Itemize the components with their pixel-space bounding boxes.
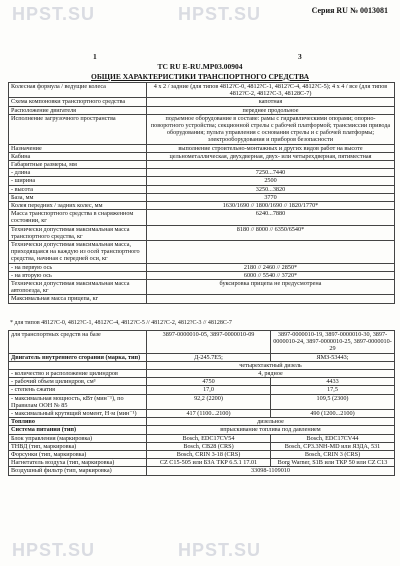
page-title: ОБЩИЕ ХАРАКТЕРИСТИКИ ТРАНСПОРТНОГО СРЕДСТВА — [91, 72, 309, 81]
table-cell-value: 2500 — [147, 177, 395, 185]
watermark: HPST.SU — [178, 540, 262, 560]
table-row — [9, 169, 395, 177]
table-row — [9, 202, 395, 210]
table-row — [9, 152, 395, 160]
table-cell-value: 7250...7440 — [147, 169, 395, 177]
table-row — [9, 177, 395, 185]
table-cell-value: 92,2 (2200) — [147, 394, 271, 409]
table-cell-value: 3897-0000010-19, 3897-0000010-30, 3897-0000010-24, 3897-0000010-25, 3897-0000010-29 — [271, 331, 395, 354]
table-row — [9, 467, 395, 475]
table-row — [9, 185, 395, 193]
table-row — [9, 361, 395, 369]
table-cell-label: - высота — [9, 185, 147, 193]
table-row — [9, 331, 395, 354]
table-cell-value: 3770 — [147, 193, 395, 201]
table-cell-value: 4750 — [147, 378, 271, 386]
table-cell-label: - максимальная мощность, кВт (мин⁻¹), по Правилам ООН № 85 — [9, 394, 147, 409]
table-cell-label: Блок управления (маркировка) — [9, 434, 147, 442]
table-cell-label: - максимальный крутящий момент, Н·м (мин⁻¹) — [9, 410, 147, 418]
table-cell-label: Технически допустимая максимальная масса транспортного средства, кг — [9, 225, 147, 240]
table-cell-value: 490 (1200...2100) — [271, 410, 395, 418]
table-cell-label: Кабина — [9, 152, 147, 160]
table-row — [9, 410, 395, 418]
table-cell-value — [147, 161, 395, 169]
table-cell-label — [9, 361, 147, 369]
table-cell-value: 3897-0000010-05, 3897-0000010-09 — [147, 331, 271, 354]
page-number-left: 1 — [93, 52, 97, 61]
table-row — [9, 106, 395, 114]
table-cell-label: Габаритные размеры, мм — [9, 161, 147, 169]
table-row — [9, 426, 395, 434]
engine-table — [8, 330, 395, 476]
table-cell-label: Двигатель внутреннего сгорания (марка, тип) — [9, 353, 147, 361]
table-cell-value: впрыскивание топлива под давлением — [147, 426, 395, 434]
table-cell-label: Колесная формула / ведущие колеса — [9, 83, 147, 98]
page-number-right: 3 — [298, 52, 302, 61]
table-row — [9, 442, 395, 450]
table-cell-label: Нагнетатель воздуха (тип, маркировка) — [9, 459, 147, 467]
table-cell-label: Форсунки (тип, маркировка) — [9, 451, 147, 459]
table-cell-label: База, мм — [9, 193, 147, 201]
table-cell-value: цельнометаллическая, двухдверная, двух- или четырехдверная, пятиместная — [147, 152, 395, 160]
table-cell-value: 6240...7880 — [147, 210, 395, 225]
table-cell-label: - на вторую ось — [9, 271, 147, 279]
table-cell-value: капотная — [147, 98, 395, 106]
table-row — [9, 295, 395, 303]
certificate-serial: Серия RU № 0013081 — [311, 6, 388, 15]
table-cell-value: 6000 // 5540 // 3720* — [147, 271, 395, 279]
table-cell-label: Масса транспортного средства в снаряженном состоянии, кг — [9, 210, 147, 225]
table-cell-value: 4, рядное — [147, 370, 395, 378]
table-row — [9, 418, 395, 426]
table-row — [9, 353, 395, 361]
table-cell-value: четырехтактный дизель — [147, 361, 395, 369]
table-row — [9, 83, 395, 98]
table-cell-value: 8180 // 8000 // 6350/6540* — [147, 225, 395, 240]
table-cell-value: Bosch, CB28 (CRS) — [147, 442, 271, 450]
table-cell-value: Borg Warner, S1B или ТКР 50 или CZ C13 — [271, 459, 395, 467]
table-row — [9, 370, 395, 378]
table-cell-value: подъемное оборудование в составе: рамы с гидравлическими опорами; опорно-поворотного устройства; секционной стрелы с рабочей платформой; трансмиссии привода оборудования; пульта управления с основания стрелы и с рабочей платформы; электрооборудования и приборов безопасности — [147, 114, 395, 144]
table-cell-value: 109,5 (2300) — [271, 394, 395, 409]
table-cell-value: 4433 — [271, 378, 395, 386]
table-cell-label: - длина — [9, 169, 147, 177]
table-cell-value: 1630/1690 // 1800/1690 // 1820/1770* — [147, 202, 395, 210]
table-cell-value: 417 (1100...2100) — [147, 410, 271, 418]
table-row — [9, 263, 395, 271]
table-cell-label: Схема компоновки транспортного средства — [9, 98, 147, 106]
table-row — [9, 434, 395, 442]
table-cell-label: - рабочий объем цилиндров, см³ — [9, 378, 147, 386]
table-cell-label: Воздушный фильтр (тип, маркировка) — [9, 467, 147, 475]
table-cell-value: выполнение строительно-монтажных и других видов работ на высоте — [147, 144, 395, 152]
table-row — [9, 225, 395, 240]
table-cell-label: Топливо — [9, 418, 147, 426]
table-row — [9, 459, 395, 467]
table-cell-label: Технически допустимая максимальная масса, приходящаяся на каждую из осей транспортного средства, начиная с передней оси, кг — [9, 241, 147, 264]
table-cell-value: 4 х 2 / задние (для типов 4812?С-0, 4812?С-1, 4812?С-4, 4812?С-5); 4 х 4 / все (для типов 4812?С-2, 4812?С-3, 48128С-7) — [147, 83, 395, 98]
table-cell-value: Bosch, CP3.3NH-MD или ЯЗДА, 531 — [271, 442, 395, 450]
watermark: HPST.SU — [12, 540, 96, 560]
watermark: HPST.SU — [178, 4, 262, 24]
table-cell-value: CZ C15-505 или БЗА ТКР 6.5.1 17.01 — [147, 459, 271, 467]
table-cell-label: Технически допустимая максимальная масса автопоезда, кг — [9, 280, 147, 295]
table-cell-value — [147, 295, 395, 303]
watermark: HPST.SU — [12, 4, 96, 24]
table-cell-label: - ширина — [9, 177, 147, 185]
table-cell-value: дизельное — [147, 418, 395, 426]
table-cell-value: 17,0 — [147, 386, 271, 394]
table-row — [9, 241, 395, 264]
table-cell-value: 2180 // 2460 // 2850* — [147, 263, 395, 271]
table-cell-label: ТНВД (тип, маркировка) — [9, 442, 147, 450]
table-row — [9, 378, 395, 386]
table-cell-value: ЯМЗ-53443; — [271, 353, 395, 361]
table-cell-value — [147, 241, 395, 264]
table-cell-label: Колея передних / задних колес, мм — [9, 202, 147, 210]
table-cell-label: Назначение — [9, 144, 147, 152]
footnote: * для типов 4812?С-0, 4812?С-1, 4812?С-4, 4812?С-5 // 4812?С-2, 4812?С-3 // 48128С-7 — [10, 320, 232, 326]
table-cell-value: 3250...3820 — [147, 185, 395, 193]
table-cell-label: для транспортных средств на базе — [9, 331, 147, 354]
table-cell-label: Система питания (тип) — [9, 426, 147, 434]
table-row — [9, 394, 395, 409]
table-row — [9, 193, 395, 201]
table-cell-value: Bosch, EDC17CV54 — [147, 434, 271, 442]
table-row — [9, 161, 395, 169]
table-cell-value: Bosch, CRIN 3-18 (CRS) — [147, 451, 271, 459]
table-cell-value: Д-245.7Е5; — [147, 353, 271, 361]
table-cell-value: 33098-1109010 — [147, 467, 395, 475]
table-row — [9, 98, 395, 106]
table-cell-label: - на первую ось — [9, 263, 147, 271]
table-cell-value: 17,5 — [271, 386, 395, 394]
table-row — [9, 386, 395, 394]
table-cell-label: Максимальная масса прицепа, кг — [9, 295, 147, 303]
table-cell-value: переднее продольное — [147, 106, 395, 114]
table-cell-label: - степень сжатия — [9, 386, 147, 394]
table-cell-value: Bosch, CRIN 3 (CRS) — [271, 451, 395, 459]
table-cell-label: Расположение двигателя — [9, 106, 147, 114]
characteristics-table — [8, 82, 395, 304]
table-cell-value: буксировка прицепа не предусмотрена — [147, 280, 395, 295]
table-cell-label: - количество и расположение цилиндров — [9, 370, 147, 378]
table-row — [9, 144, 395, 152]
table-row — [9, 271, 395, 279]
document-code: TC RU E-RU.MP03.00904 — [157, 62, 243, 71]
table-cell-label: Исполнение загрузочного пространства — [9, 114, 147, 144]
table-row — [9, 280, 395, 295]
table-row — [9, 210, 395, 225]
table-row — [9, 114, 395, 144]
table-cell-value: Bosch, EDC17CV44 — [271, 434, 395, 442]
table-row — [9, 451, 395, 459]
